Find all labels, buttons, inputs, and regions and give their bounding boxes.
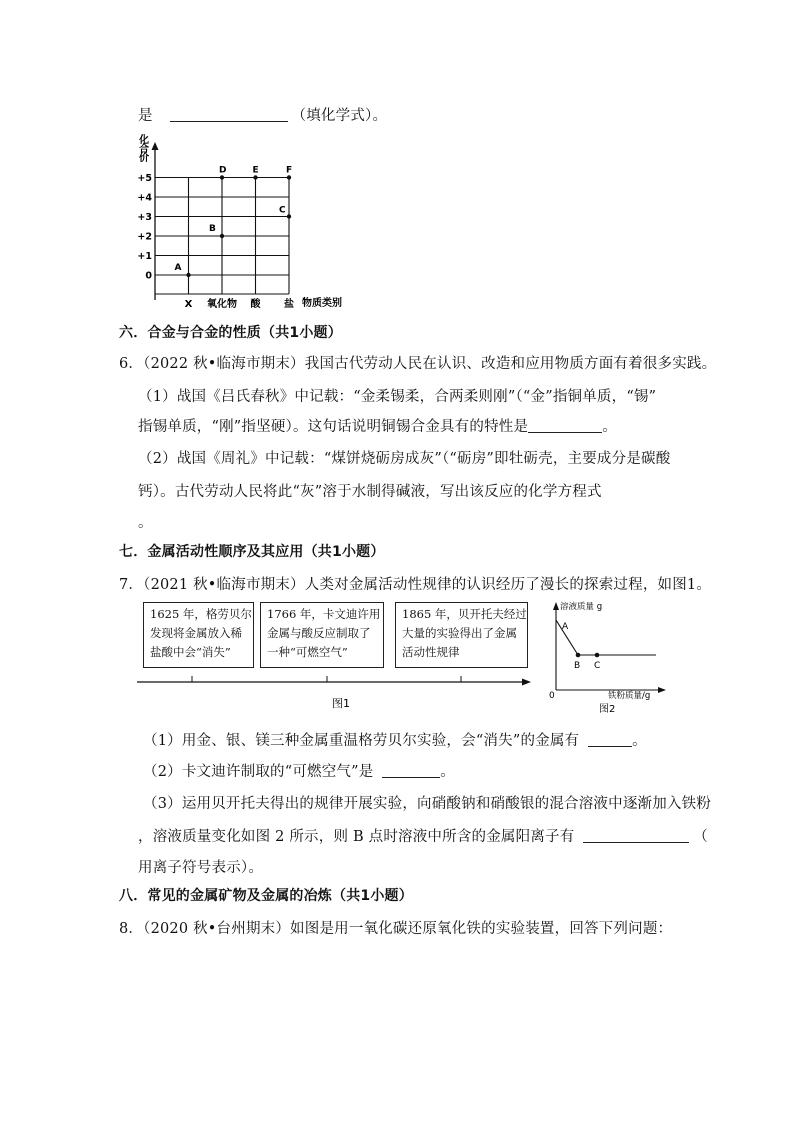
q5-answer-blank[interactable] (170, 107, 288, 122)
q7-part1 (143, 729, 647, 750)
fig2-origin: 0 (549, 691, 555, 701)
q5-prefix: 是 (138, 108, 153, 124)
q5-suffix: （填化学式）。 (291, 108, 388, 124)
q7-part2-text: （2）卡文迪许制取的“可燃空气”是 (143, 764, 374, 780)
y-tick-label: +2 (137, 231, 152, 243)
q6-part2-line1: （2）战国《周礼》中记载：“煤饼烧砺房成灰”（“砺房”即牡砺壳，主要成分是碳酸 (138, 451, 671, 467)
q7-intro: 7．（2021 秋•临海市期末）人类对金属活动性规律的认识经历了漫长的探索过程，如图1。 (119, 577, 712, 593)
q7-part3-answer-blank[interactable] (583, 828, 689, 843)
timeline-box-1625-line3: 盐酸中会“消失” (150, 645, 231, 659)
fig2-y-arrow-icon (553, 602, 559, 610)
valence-points (175, 166, 293, 278)
timeline-axis (135, 664, 535, 714)
timeline-arrow-icon (522, 679, 531, 686)
y-title-char-2: 合 (139, 144, 149, 155)
x-tick-label: 盐 (284, 299, 294, 310)
x-tick-label: 氧化物 (207, 299, 237, 310)
point-label-d: D (219, 165, 227, 176)
y-tick-label: +4 (137, 192, 152, 204)
q7-part3-line2 (138, 825, 708, 846)
point-label-f: F (286, 165, 293, 176)
section7-heading: 七．金属活动性顺序及其应用（共1小题） (119, 544, 385, 560)
q7-part1-end: 。 (632, 733, 647, 749)
y-tick-labels (137, 173, 152, 282)
fig2-label-a: A (562, 622, 569, 632)
figure2-caption: 图2 (599, 704, 616, 715)
timeline-box-1625 (143, 602, 254, 668)
y-title-char-1: 化 (139, 135, 149, 146)
q7-part3-paren: （ (693, 829, 708, 845)
point-label-b: B (209, 224, 216, 234)
q6-part2-line3: 。 (138, 515, 153, 531)
timeline-box-1865-line2: 大量的实验得出了金属 (402, 626, 517, 640)
timeline-box-1766 (260, 602, 384, 668)
q6-part1-end: 。 (602, 419, 617, 435)
fig2-point-b (576, 653, 581, 658)
valence-chart-axes (152, 142, 159, 300)
point-f (287, 175, 291, 179)
fig2-x-arrow-icon (658, 687, 666, 693)
q6-part1-answer-blank[interactable] (528, 418, 602, 433)
section8-heading: 八．常见的金属矿物及金属的冶炼（共1小题） (119, 888, 413, 904)
x-tick-label: X (184, 299, 193, 310)
x-tick-labels (185, 297, 294, 310)
point-label-c: C (279, 205, 286, 216)
q7-part2-answer-blank[interactable] (382, 763, 440, 778)
q6-part1-text: 指锡单质，“刚”指坚硬）。这句话说明铜锡合金具有的特性是 (138, 419, 529, 435)
x-axis-title: 物质类别 (302, 298, 342, 309)
y-title-char-3: 价 (139, 153, 149, 164)
q7-part1-text: （1）用金、银、镁三种金属重温格劳贝尔实验，会“消失”的金属有 (143, 733, 580, 749)
timeline-box-1865-line1: 1865 年，贝开托夫经过 (402, 607, 527, 621)
q7-part2-end: 。 (440, 764, 455, 780)
q6-part1-line2 (138, 415, 617, 436)
y-tick-label: +5 (137, 173, 152, 184)
x-tick-label: 酸 (250, 299, 261, 310)
section6-heading: 六．合金与合金的性质（共1小题） (119, 325, 342, 341)
timeline-box-1865 (395, 602, 528, 668)
q8-intro: 8．（2020 秋•台州期末）如图是用一氧化碳还原氧化铁的实验装置，回答下列问题： (119, 921, 673, 937)
q7-part3-text: ，溶液质量变化如图 2 所示，则 B 点时溶液中所含的金属阳离子有 (138, 829, 575, 845)
fig2-point-c (595, 653, 600, 658)
fig2-label-c: C (594, 661, 601, 671)
timeline-box-1625-line2: 发现将金属放入稀 (150, 626, 242, 640)
point-a (186, 273, 190, 277)
point-e (253, 175, 257, 179)
q5-answer-line (138, 104, 387, 125)
point-label-a: A (174, 263, 182, 273)
q6-intro: 6．（2022 秋•临海市期末）我国古代劳动人民在认识、改造和应用物质方面有着很多实践。 (119, 356, 717, 372)
fig2-x-label: 铁粉质量/g (608, 691, 651, 701)
timeline-box-1766-line2: 金属与酸反应制取了 (267, 626, 371, 640)
q6-part1-line1: （1）战国《吕氏春秋》中记载：“金柔锡柔，合两柔则刚”（“金”指铜单质，“锡” (138, 389, 657, 405)
point-label-e: E (252, 165, 259, 176)
y-tick-label: +3 (137, 212, 152, 223)
y-tick-label: +1 (137, 251, 152, 262)
q7-part3-line1: （3）运用贝开托夫得出的规律开展实验，向硝酸钠和硝酸银的混合溶液中逐渐加入铁粉 (143, 796, 712, 812)
timeline-box-1865-line3: 活动性规律 (402, 645, 460, 659)
y-tick-label: 0 (145, 270, 152, 282)
point-c (287, 214, 291, 218)
q6-part2-line2: 钙）。古代劳动人民将此“灰”溶于水制得碱液，写出该反应的化学方程式 (138, 484, 602, 500)
fig2-label-b: B (574, 661, 581, 671)
q7-part2 (143, 760, 455, 781)
point-b (220, 234, 224, 238)
valence-chart (130, 130, 360, 312)
figure1-caption: 图1 (332, 697, 350, 710)
point-d (220, 175, 224, 179)
timeline-box-1766-line1: 1766 年，卡文迪许用 (267, 607, 381, 621)
fig2-y-label: 溶液质量 g (560, 602, 603, 612)
timeline-box-1766-line3: 一种“可燃空气” (267, 645, 348, 659)
timeline-box-1625-line1: 1625 年，格劳贝尔 (150, 607, 252, 621)
y-axis-arrow-icon (152, 142, 159, 150)
figure2-chart (544, 598, 670, 718)
q7-part3-line3: 用离子符号表示）。 (138, 860, 264, 876)
fig2-curve (556, 620, 656, 655)
q7-part1-answer-blank[interactable] (588, 732, 632, 747)
